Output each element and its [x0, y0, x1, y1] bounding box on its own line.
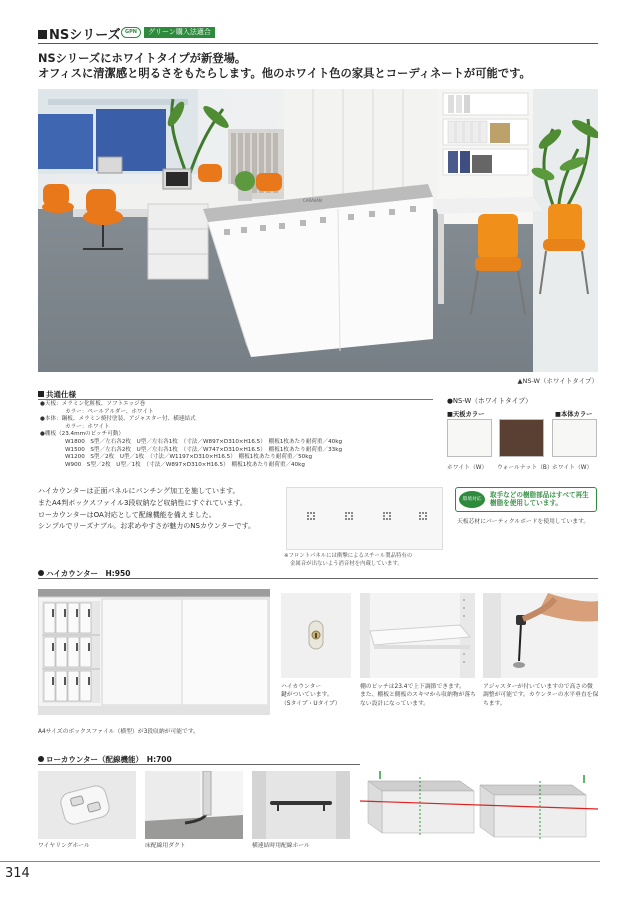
counter-logo-text: CARAVAN — [303, 198, 322, 203]
high-counter-title: ハイカウンター H:950 — [46, 569, 131, 578]
eco-note: 天板芯材にパーティクルボードを使用しています。 — [457, 519, 590, 525]
round-bullet-icon — [38, 756, 44, 762]
description-line: ローカウンターはOA対応として配線機能を備えました。 — [38, 510, 216, 519]
connection-hole-photo — [252, 771, 350, 839]
caption-line: ない設計になっています。 — [360, 700, 430, 707]
shelf-caption — [360, 683, 476, 708]
eco-text: 取手などの樹脂部品はすべて再生樹脂を使用しています。 — [490, 491, 589, 508]
spec-line: カラー：ホワイト — [65, 423, 110, 430]
swatch-walnut-top — [499, 419, 544, 457]
caption-line: ちます。 — [483, 700, 506, 707]
front-panel-figure — [286, 487, 443, 550]
swatch-name: ホワイト（W） — [447, 465, 488, 471]
caption-line: 鍵がついています。 — [281, 692, 333, 699]
green-purchase-badge: グリーン購入法適合 — [144, 27, 215, 38]
spec-line: W1200 S型／2枚 U型／1枚 （寸法／W1197×D310×H16.5） 棚板1枚あたり耐荷重／50kg — [65, 454, 313, 461]
shelf-photo — [360, 593, 475, 678]
hero-caption: ▲NS-W（ホワイトタイプ） — [517, 377, 598, 385]
lead-text — [38, 51, 598, 81]
wiring-hole-caption: ワイヤリングホール — [38, 843, 90, 849]
lead-line-1: NSシリーズにホワイトタイプが新登場。 — [38, 52, 247, 65]
floor-duct-illustration — [145, 771, 243, 839]
caption-line: ハイカウンター — [281, 684, 322, 690]
caption-line: アジャスターが付いていますので高さの微 — [483, 684, 593, 690]
adjuster-illustration — [483, 593, 598, 678]
caption-line: また、棚板と側板のスキマから収納物が落ち — [360, 692, 476, 699]
wiring-hole-photo — [38, 771, 136, 839]
hero-photo-illustration — [38, 89, 598, 372]
square-bullet-icon — [38, 30, 47, 39]
adjuster-photo — [483, 593, 598, 678]
description-line: またA4判ボックスファイル3段収納など収納性にすぐれています。 — [38, 498, 247, 507]
high-counter-divider — [38, 578, 598, 579]
spec-title: 共通仕様 — [46, 390, 76, 399]
wiring-hole-illustration — [38, 771, 136, 839]
spec-list — [40, 401, 440, 469]
footer-divider — [0, 861, 600, 862]
title-divider — [38, 43, 598, 44]
series-name: NSシリーズ — [49, 28, 121, 43]
top-color-label: ■天板カラー — [447, 411, 485, 418]
color-panel-title: ●NS-W（ホワイトタイプ） — [447, 397, 532, 405]
high-counter-photo — [38, 589, 270, 721]
lock-illustration — [281, 593, 351, 678]
caption-line: 調整が可能です。カウンターの水平垂直を保 — [483, 692, 599, 699]
series-title — [38, 24, 121, 43]
connection-hole-illustration — [252, 771, 350, 839]
low-counter-title: ローカウンター（配線機能） H:700 — [46, 755, 172, 764]
spec-line: W1800 S型／左右各2枚 U型／左右各1枚 （寸法／W897×D310×H16.5） 棚板1枚あたり耐荷重／40kg — [65, 438, 343, 445]
low-counter-connection-drawing — [360, 763, 598, 841]
low-counter-diagram — [360, 763, 598, 841]
spec-line: W1500 S型／左右各2枚 U型／左右各1枚 （寸法／W747×D310×H16.5） 棚板1枚あたり耐荷重／33kg — [65, 446, 343, 453]
spec-divider — [38, 399, 433, 400]
swatch-white-body — [552, 419, 597, 457]
note-line: 金属音が出ないよう消音材を内蔵しています。 — [290, 560, 403, 567]
square-bullet-icon — [38, 391, 44, 397]
round-bullet-icon — [38, 570, 44, 576]
high-counter-caption: A4サイズのボックスファイル（横型）が3段収納が可能です。 — [38, 729, 199, 735]
lock-caption — [281, 683, 341, 708]
spec-line: ●棚板（23.4mmのピッチ可動） — [40, 431, 124, 438]
gpn-logo-icon: GPN — [121, 27, 141, 38]
spec-line: カラー：ペールアルダー、ホワイト — [65, 408, 154, 415]
punching-panel-drawing — [287, 488, 442, 549]
note-line: ※フロントパネルには衝撃によるスチール製品特有の — [284, 553, 413, 559]
front-panel-note — [284, 553, 454, 568]
adjuster-caption — [483, 683, 598, 708]
connection-hole-caption: 横連結時用配線ホール — [252, 843, 310, 849]
page-number: 314 — [5, 866, 30, 881]
spec-line: ●本体：鋼板、メラミン焼付塗装、アジャスター付、横連結式 — [40, 416, 196, 423]
floor-duct-caption: 床配線用ダクト — [145, 843, 186, 849]
high-counter-illustration — [38, 589, 270, 721]
description-text — [38, 486, 278, 533]
spec-line: ●天板：メラミン化粧板、ソフトエッジ巻 — [40, 401, 146, 407]
swatch-white-top — [447, 419, 492, 457]
lead-line-2: オフィスに清潔感と明るさをもたらします。他のホワイト色の家具とコーディネートが可能です。 — [38, 67, 531, 80]
swatch-name: ホワイト（W） — [552, 465, 593, 471]
description-line: シンプルでリーズナブル。お求めやすさが魅力のNSカウンターです。 — [38, 522, 256, 531]
description-line: ハイカウンターは正面パネルにパンチング加工を施しています。 — [38, 487, 240, 495]
swatch-name: ウォールナット（B） — [497, 465, 553, 471]
shelf-illustration — [360, 593, 475, 678]
lock-photo — [281, 593, 351, 678]
caption-line: 棚のピッチは23.4で上下調節できます。 — [360, 684, 465, 690]
caption-line: （Sタイプ・Uタイプ） — [281, 700, 341, 707]
body-color-label: ■本体カラー — [555, 411, 593, 418]
hero-office-photo — [38, 89, 598, 372]
floor-duct-photo — [145, 771, 243, 839]
spec-line: W900 S型／2枚 U型／1枚 （寸法／W897×D310×H16.5） 棚板1枚あたり耐荷重／40kg — [65, 461, 305, 468]
eco-leaf-icon: 環境対応 — [459, 491, 485, 508]
